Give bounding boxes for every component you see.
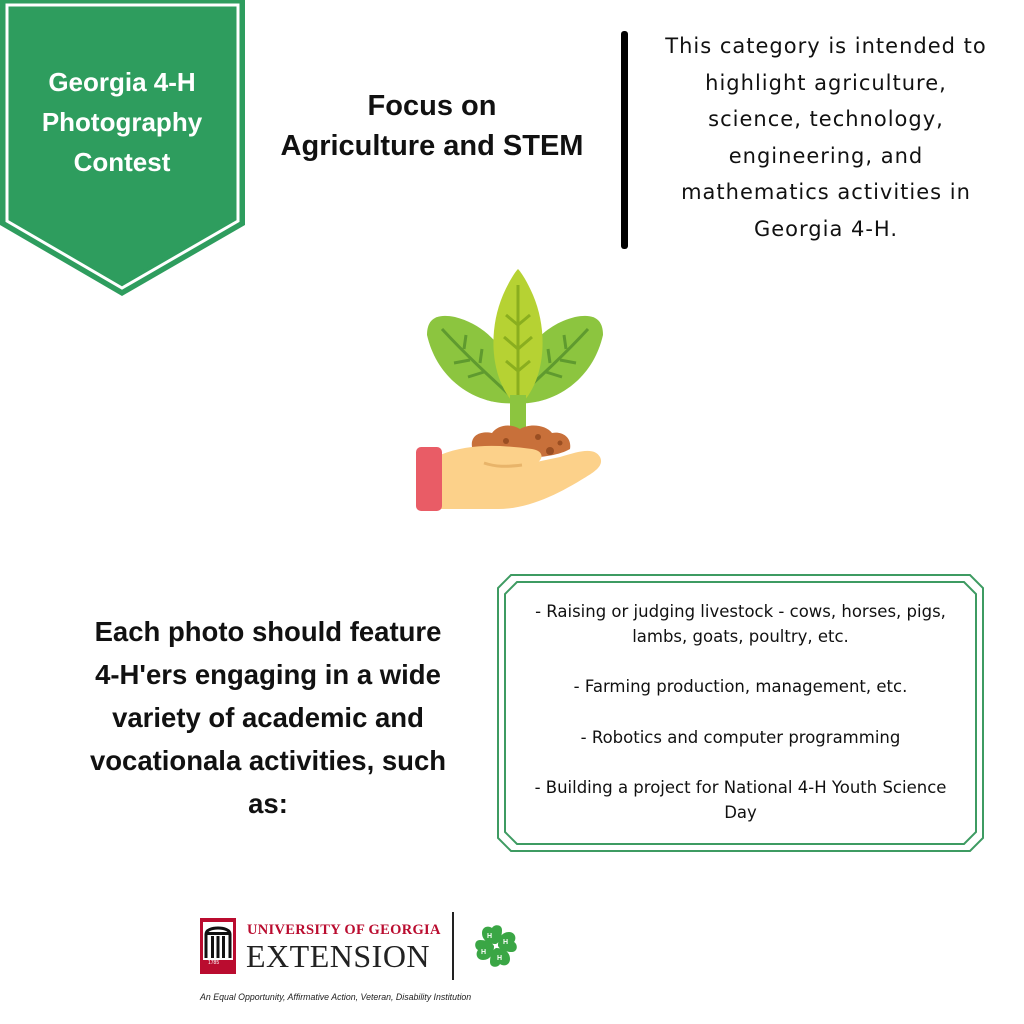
example-item: - Building a project for National 4-H Youth Science Day — [534, 778, 947, 822]
svg-text:H: H — [487, 933, 493, 940]
disclaimer-text: An Equal Opportunity, Affirmative Action, Veteran, Disability Institution — [200, 992, 472, 1002]
example-item: - Robotics and computer programming — [580, 727, 901, 747]
vertical-divider — [621, 31, 628, 249]
university-name: UNIVERSITY OF GEORGIA — [247, 922, 441, 938]
svg-text:H: H — [481, 949, 487, 956]
svg-text:H: H — [503, 939, 509, 946]
examples-list — [518, 600, 963, 851]
logo-divider — [452, 912, 454, 980]
4h-clover-icon — [472, 922, 520, 970]
plant-in-hand-icon — [410, 265, 620, 515]
uga-year: 1785 — [208, 960, 220, 966]
category-description: This category is intended to highlight agriculture, science, technology, engineering, and mathematics activities in Georgia 4-H. — [665, 34, 987, 241]
feature-description: Each photo should feature 4-H'ers engaging in a wide variety of academic and vocationala activities, such as: — [89, 616, 447, 819]
svg-text:H: H — [497, 955, 503, 962]
example-item: - Raising or judging livestock - cows, horses, pigs, lambs, goats, poultry, etc. — [535, 602, 946, 646]
example-item: - Farming production, management, etc. — [573, 677, 908, 696]
uga-extension-logo — [200, 910, 530, 980]
extension-name: EXTENSION — [246, 938, 431, 974]
contest-badge — [0, 0, 246, 300]
badge-title: Georgia 4-H Photography Contest — [41, 67, 203, 177]
focus-title: Focus on Agriculture and STEM — [280, 90, 584, 162]
